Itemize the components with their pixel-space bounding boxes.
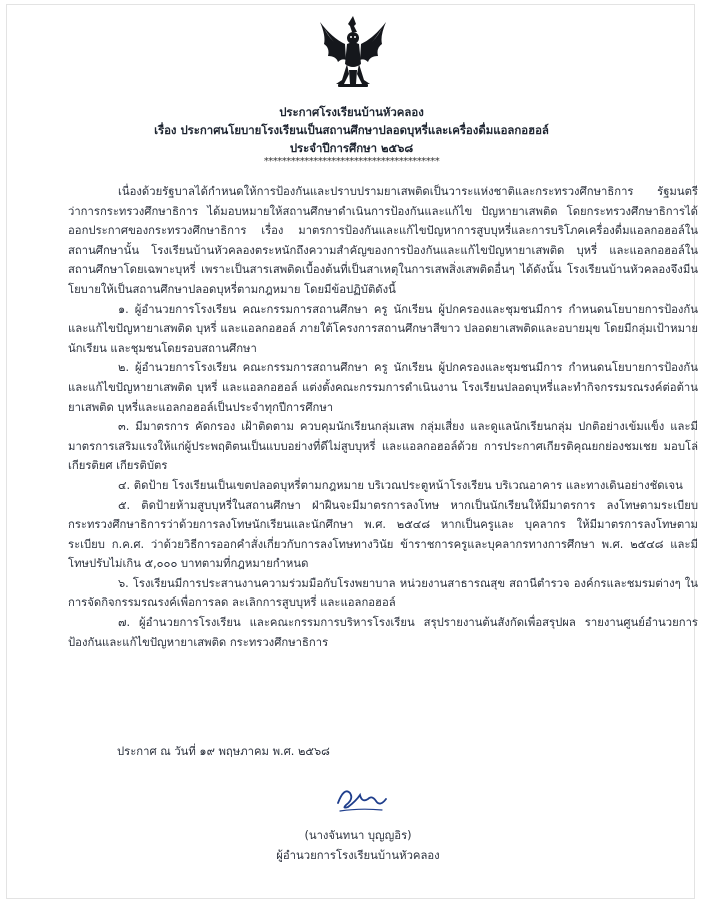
garuda-emblem-icon — [316, 14, 390, 90]
policy-item-1: ๑. ผู้อำนวยการโรงเรียน คณะกรรมการสถานศึกษา ครู นักเรียน ผู้ปกครองและชุมชนมีการ กำหนดนโยบายการป้องกันและแก้ไขปัญหายาเสพติด บุหรี่ และแอลกอฮอล์ ภายใต้โครงการสถานศึกษาสีขาว ปลอดยาเสพติดและอบายมุข โดยมีกลุ่มเป้าหมายนักเรียน และชุมชนโดยรอบสถานศึกษา — [68, 302, 698, 355]
policy-item-4: ๔. ติดป้าย โรงเรียนเป็นเขตปลอดบุหรี่ตามกฎหมาย บริเวณประตูหน้าโรงเรียน บริเวณอาคาร และทางเดินอย่างชัดเจน — [118, 478, 683, 492]
signer-name: (นางจันทนา บุญญอิร) — [304, 829, 412, 842]
policy-item-7: ๗. ผู้อำนวยการโรงเรียน และคณะกรรมการบริหารโรงเรียน สรุปรายงานต้นสังกัดเพื่อสรุปผล รายงานศูนย์อำนวยการป้องกันและแก้ไขปัญหายาเสพติด กระทรวงศึกษาธิการ — [68, 616, 698, 649]
signer-position: ผู้อำนวยการโรงเรียนบ้านหัวคลอง — [276, 849, 440, 862]
policy-item-3: ๓. มีมาตรการ คัดกรอง เฝ้าติดตาม ควบคุมนักเรียนกลุ่มเสพ กลุ่มเสี่ยง และดูแลนักเรียนกลุ่ม ปกติอย่างเข้มแข็ง และมีมาตรการเสริมแรงให้แก่ผู้ประพฤติตนเป็นแบบอย่างที่ดีไม่สูบบุหรี่ และแอลกอฮอล์ด้วย การประกาศเกียรติคุณยกย่องชมเชย มอบโล่เกียรติยศ เกียรติบัตร — [68, 420, 698, 473]
document-body — [68, 182, 698, 652]
signature-icon — [330, 781, 390, 817]
intro-paragraph: เนื่องด้วยรัฐบาลได้กำหนดให้การป้องกันและปราบปรามยาเสพติดเป็นวาระแห่งชาติและกระทรวงศึกษาธิการ รัฐมนตรีว่าการกระทรวงศึกษาธิการ ได้มอบหมายให้สถานศึกษาดำเนินการป้องกันและแก้ไข ปัญหายาเสพติด โดยกระทรวงศึกษาธิการได้ออกประกาศของกระทรวงศึกษาธิการ เรื่อง มาตรการป้องกันและแก้ไขปัญหาการสูบบุหรี่และการบริโภคเครื่องดื่มแอลกอฮอล์ในสถานศึกษานั้น โรงเรียนบ้านหัวคลองตระหนักถึงความสำคัญของการป้องกันและแก้ไขปัญหายาเสพติด บุหรี่ และแอลกอฮอล์ในสถานศึกษาโดยเฉพาะบุหรี่ เพราะเป็นสารเสพติดเบื้องต้นที่เป็นสาเหตุในการเสพสิ่งเสพติดอื่นๆ ได้ดังนั้น โรงเรียนบ้านหัวคลองจึงมีนโยบายให้เป็นสถานศึกษาปลอดบุหรี่ตามกฎหมาย โดยมีข้อปฏิบัติดังนี้ — [68, 185, 698, 296]
policy-item-6: ๖. โรงเรียนมีการประสานงานความร่วมมือกับโรงพยาบาล หน่วยงานสาธารณสุข สถานีตำรวจ องค์กรและชมรมต่างๆ ในการจัดกิจกรรมรณรงค์เพื่อการลด ละเลิกการสูบบุหรี่ และแอลกอฮอล์ — [68, 576, 698, 610]
announcement-date: ประกาศ ณ วันที่ ๑๙ พฤษภาคม พ.ศ. ๒๕๖๘ — [117, 745, 330, 758]
document-subject: เรื่อง ประกาศนโยบายโรงเรียนเป็นสถานศึกษาปลอดบุหรี่และเครื่องดื่มแอลกอฮอล์ — [154, 123, 549, 137]
document-year: ประจำปีการศึกษา ๒๕๖๘ — [289, 141, 414, 155]
header-divider: *************************************** — [263, 156, 440, 167]
policy-item-5: ๕. ติดป้ายห้ามสูบบุหรี่ในสถานศึกษา ฝ่าฝืนจะมีมาตรการลงโทษ หากเป็นนักเรียนให้มีมาตรการ ลงโทษตามระเบียบ กระทรวงศึกษาธิการว่าด้วยการลงโทษนักเรียนและนักศึกษา พ.ศ. ๒๕๔๘ หากเป็นครูและ บุคลากร ให้มีมาตรการลงโทษตามระเบียบ ก.ค.ศ. ว่าด้วยวิธีการออกคำสั่งเกี่ยวกับการลงโทษทางวินัย ข้าราชการครูและบุคลากรทางการศึกษา พ.ศ. ๒๕๔๘ และมีโทษปรับไม่เกิน ๕,๐๐๐ บาทตามที่กฎหมายกำหนด — [68, 498, 698, 571]
policy-item-2: ๒. ผู้อำนวยการโรงเรียน คณะกรรมการสถานศึกษา ครู นักเรียน ผู้ปกครองและชุมชนมีการ กำหนดนโยบายการป้องกันและแก้ไขปัญหายาเสพติด บุหรี่ และแอลกอฮอล์ แต่งตั้งคณะกรรมการดำเนินงาน โรงเรียนปลอดบุหรี่และทำกิจกรรมรณรงค์ต่อต้านยาเสพติด บุหรี่และแอลกอฮอล์เป็นประจำทุกปีการศึกษา — [68, 361, 698, 414]
document-title: ประกาศโรงเรียนบ้านหัวคลอง — [279, 105, 424, 119]
